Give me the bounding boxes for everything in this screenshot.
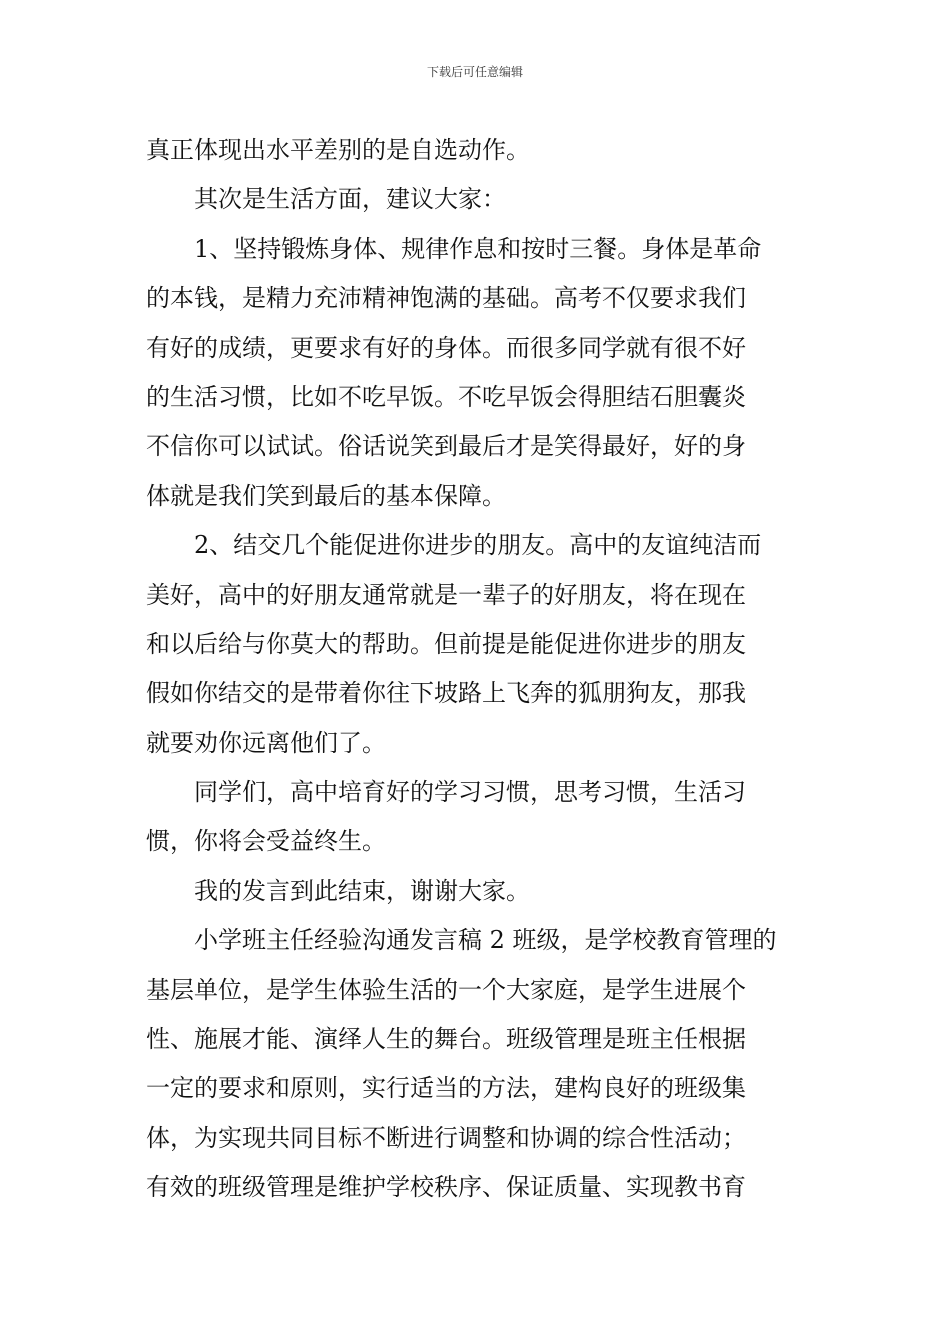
text-line: 真正体现出水平差别的是自选动作。 <box>146 136 530 164</box>
text-line: 不信你可以试试。俗话说笑到最后才是笑得最好，好的身 <box>146 432 746 461</box>
document-body <box>146 126 808 1213</box>
text-line: 同学们，高中培育好的学习习惯，思考习惯，生活习 <box>194 778 746 807</box>
text-line: 有好的成绩，更要求有好的身体。而很多同学就有很不好 <box>146 333 746 362</box>
text-line: 性、施展才能、演绎人生的舞台。班级管理是班主任根据 <box>146 1025 746 1054</box>
text-line: 美好，高中的好朋友通常就是一辈子的好朋友，将在现在 <box>146 580 746 609</box>
text-line: 的本钱，是精力充沛精神饱满的基础。高考不仅要求我们 <box>146 284 746 313</box>
text-line: 基层单位，是学生体验生活的一个大家庭，是学生进展个 <box>146 975 746 1004</box>
text-line: 2、结交几个能促进你进步的朋友。高中的友谊纯洁而 <box>194 531 762 560</box>
text-line: 其次是生活方面，建议大家： <box>194 185 506 214</box>
text-line: 体，为实现共同目标不断进行调整和协调的综合性活动； <box>146 1123 746 1152</box>
text-line: 和以后给与你莫大的帮助。但前提是能促进你进步的朋友 <box>146 629 746 658</box>
text-line: 惯，你将会受益终生。 <box>146 827 386 856</box>
text-line: 假如你结交的是带着你往下坡路上飞奔的狐朋狗友，那我 <box>146 679 746 708</box>
text-line: 1、坚持锻炼身体、规律作息和按时三餐。身体是革命 <box>194 234 762 263</box>
page-header: 下载后可任意编辑 <box>426 65 523 79</box>
text-line: 我的发言到此结束，谢谢大家。 <box>194 876 530 905</box>
text-line: 就要劝你远离他们了。 <box>146 728 386 757</box>
text-line: 的生活习惯，比如不吃早饭。不吃早饭会得胆结石胆囊炎 <box>146 382 746 411</box>
text-line: 一定的要求和原则，实行适当的方法，建构良好的班级集 <box>146 1074 746 1103</box>
text-line: 小学班主任经验沟通发言稿 2 班级，是学校教育管理的 <box>194 926 777 955</box>
text-line: 有效的班级管理是维护学校秩序、保证质量、实现教书育 <box>146 1173 746 1202</box>
text-line: 体就是我们笑到最后的基本保障。 <box>146 481 506 510</box>
